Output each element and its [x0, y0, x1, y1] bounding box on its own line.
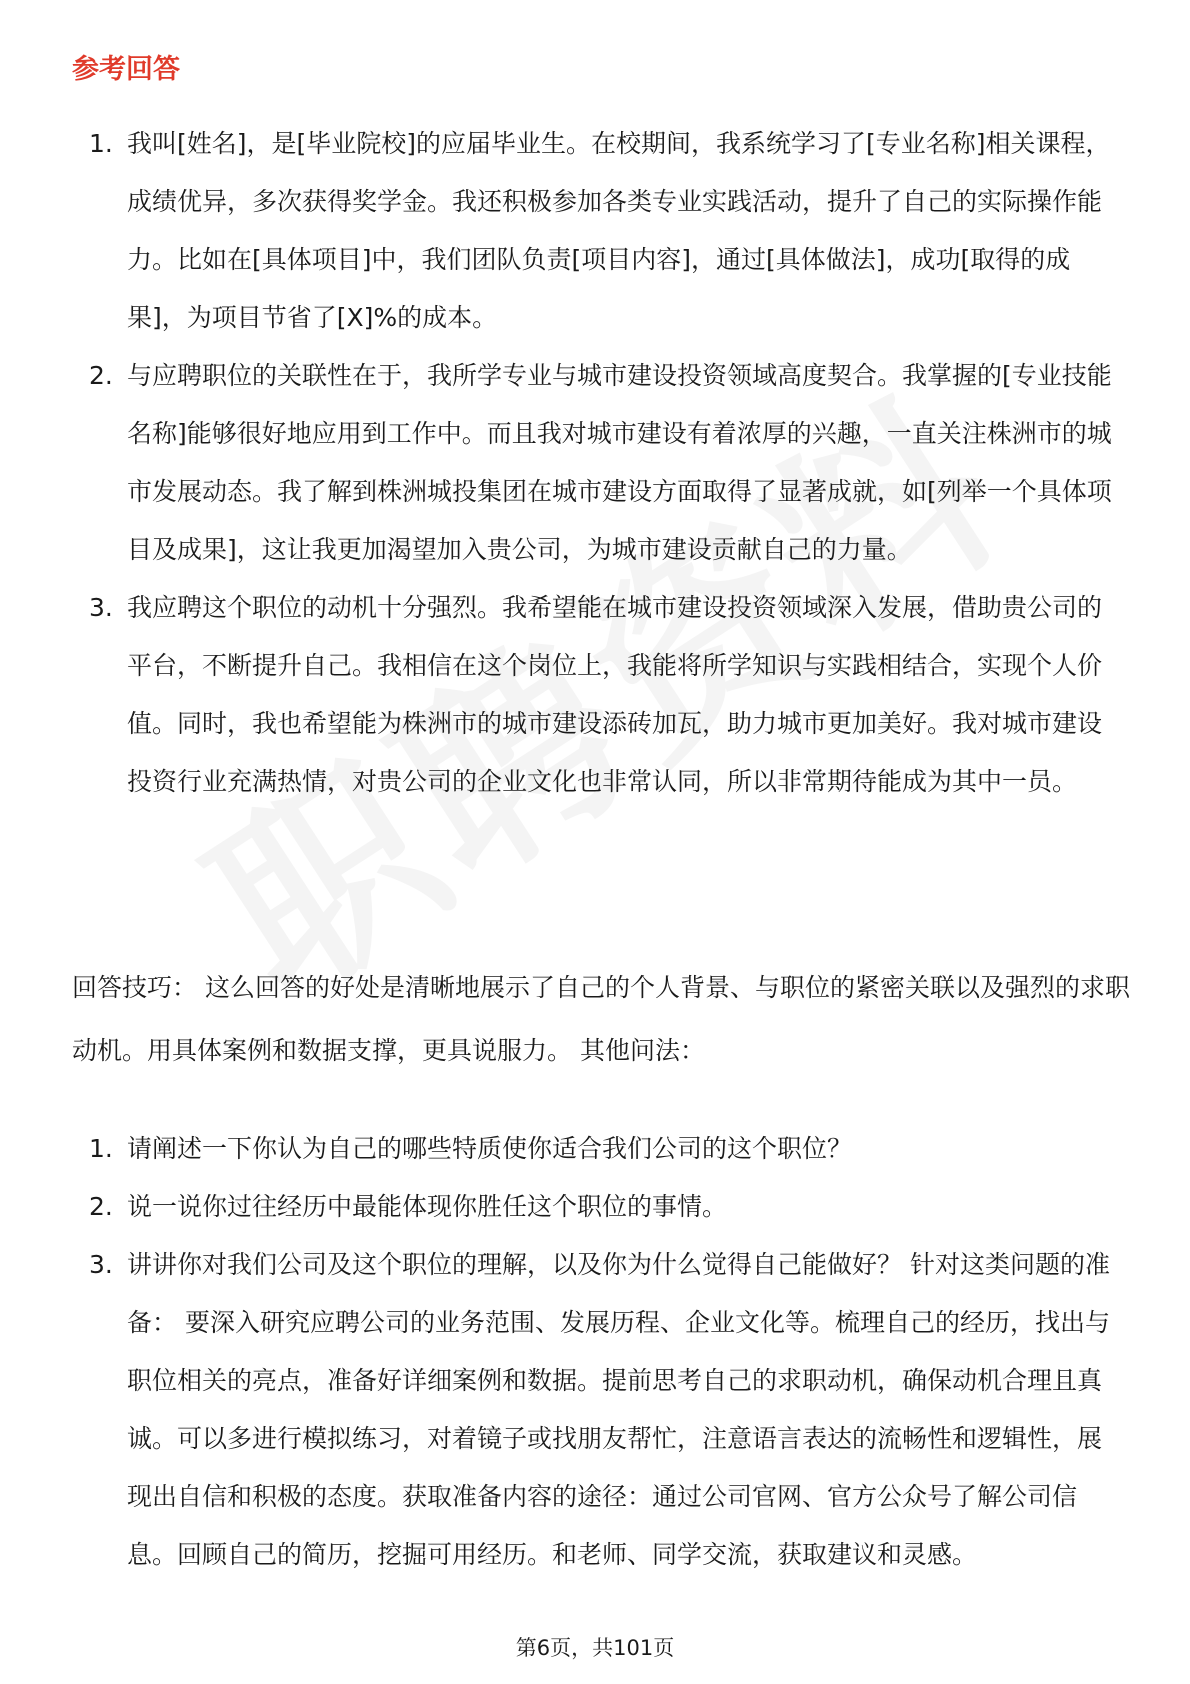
- question-text: 说一说你过往经历中最能体现你胜任这个职位的事情。: [127, 1192, 728, 1221]
- answer-text: 与应聘职位的关联性在于，我所学专业与城市建设投资领域高度契合。我掌握的[专业技能名称]能够很好地应用到工作中。而且我对城市建设有着浓厚的兴趣，一直关注株洲市的城市发展动态。我了解到株洲城投集团在城市建设方面取得了显著成就，如[列举一个具体项目及成果]，这让我更加渴望加入贵公司，为城市建设贡献自己的力量。: [127, 361, 1112, 564]
- section-heading: 参考回答: [72, 54, 180, 85]
- answer-text: 我应聘这个职位的动机十分强烈。我希望能在城市建设投资领域深入发展，借助贵公司的平台，不断提升自己。我相信在这个岗位上，我能将所学知识与实践相结合，实现个人价值。同时，我也希望能为株洲市的城市建设添砖加瓦，助力城市更加美好。我对城市建设投资行业充满热情，对贵公司的企业文化也非常认同，所以非常期待能成为其中一员。: [127, 593, 1103, 796]
- list-number: 2.: [89, 1192, 113, 1221]
- list-number: 3.: [89, 593, 113, 622]
- list-number: 1.: [89, 129, 113, 158]
- question-item-3: [72, 1236, 1120, 1584]
- question-item-1: [72, 1120, 1120, 1178]
- answer-item-1: [72, 115, 1120, 347]
- question-item-2: [72, 1178, 1120, 1236]
- list-number: 3.: [89, 1250, 113, 1279]
- answer-item-3: [72, 579, 1120, 811]
- page-footer: 第6页，共101页: [515, 1636, 675, 1660]
- answer-item-2: [72, 347, 1120, 579]
- question-text: 讲讲你对我们公司及这个职位的理解，以及你为什么觉得自己能做好？ 针对这类问题的准备： 要深入研究应聘公司的业务范围、发展历程、企业文化等。梳理自己的经历，找出与职位相关的亮点，准备好详细案例和数据。提前思考自己的求职动机，确保动机合理且真诚。可以多进行模拟练习，对着镜子或找朋友帮忙，注意语言表达的流畅性和逻辑性，展现出自信和积极的态度。获取准备内容的途径：通过公司官网、官方公众号了解公司信息。回顾自己的简历，挖掘可用经历。和老师、同学交流，获取建议和灵感。: [127, 1250, 1110, 1569]
- answer-tips: 回答技巧： 这么回答的好处是清晰地展示了自己的个人背景、与职位的紧密关联以及强烈的求职动机。用具体案例和数据支撑，更具说服力。 其他问法：: [72, 973, 1130, 1065]
- answer-list: [72, 115, 1120, 811]
- answer-text: 我叫[姓名]，是[毕业院校]的应届毕业生。在校期间，我系统学习了[专业名称]相关课程，成绩优异，多次获得奖学金。我还积极参加各类专业实践活动，提升了自己的实际操作能力。比如在[具体项目]中，我们团队负责[项目内容]，通过[具体做法]，成功[取得的成果]，为项目节省了[X]%的成本。: [127, 129, 1111, 332]
- list-number: 1.: [89, 1134, 113, 1163]
- list-number: 2.: [89, 361, 113, 390]
- alternative-questions-list: [72, 1120, 1120, 1584]
- question-text: 请阐述一下你认为自己的哪些特质使你适合我们公司的这个职位？: [127, 1134, 853, 1163]
